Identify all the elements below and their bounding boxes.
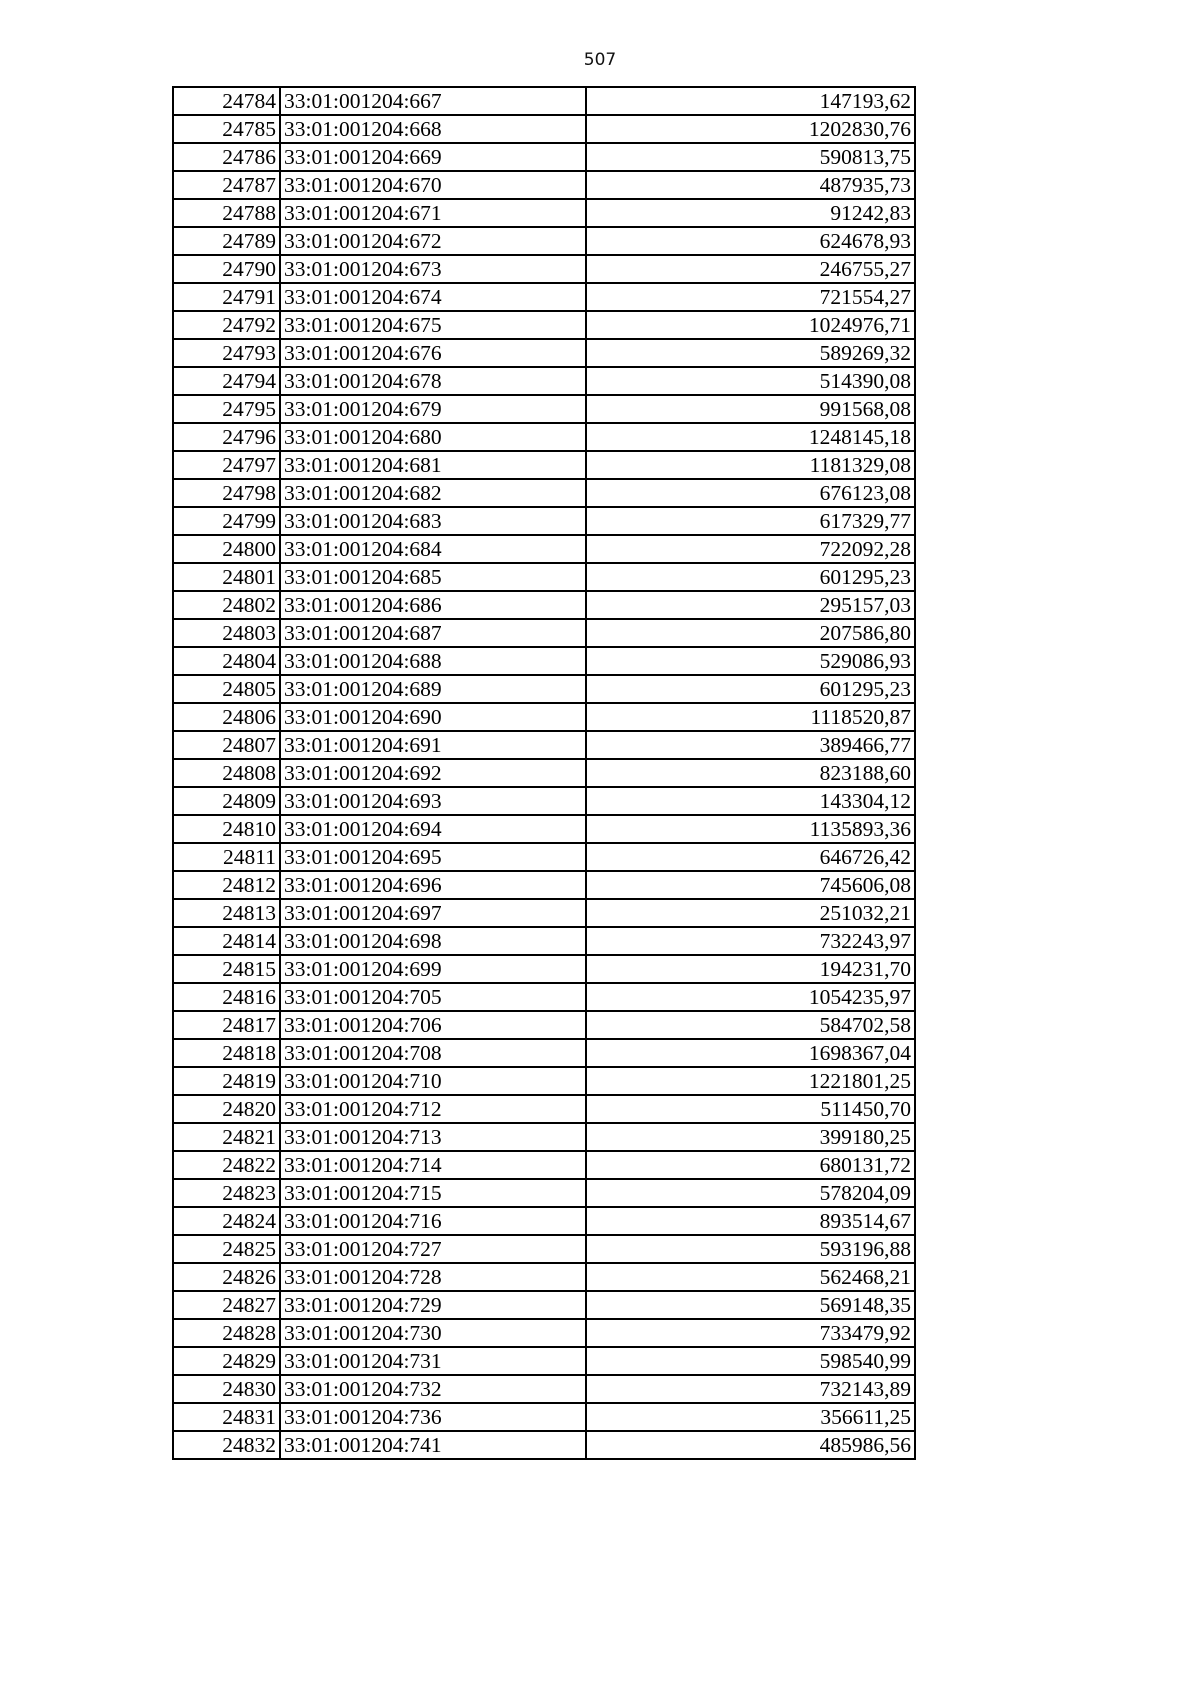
cadastral-value-cell: 578204,09 xyxy=(586,1179,915,1207)
cadastral-number-cell: 33:01:001204:681 xyxy=(280,451,586,479)
cadastral-number-cell: 33:01:001204:731 xyxy=(280,1347,586,1375)
table-row xyxy=(173,759,915,787)
cadastral-value-cell: 646726,42 xyxy=(586,843,915,871)
row-number-cell: 24804 xyxy=(173,647,280,675)
table-row xyxy=(173,535,915,563)
table-row xyxy=(173,1207,915,1235)
table-row xyxy=(173,843,915,871)
table-row xyxy=(173,899,915,927)
cadastral-value-cell: 1248145,18 xyxy=(586,423,915,451)
row-number-cell: 24805 xyxy=(173,675,280,703)
table-row xyxy=(173,1039,915,1067)
cadastral-value-cell: 589269,32 xyxy=(586,339,915,367)
cadastral-number-cell: 33:01:001204:668 xyxy=(280,115,586,143)
table-row xyxy=(173,1067,915,1095)
table-row xyxy=(173,507,915,535)
table-row xyxy=(173,815,915,843)
row-number-cell: 24810 xyxy=(173,815,280,843)
cadastral-value-cell: 1181329,08 xyxy=(586,451,915,479)
row-number-cell: 24811 xyxy=(173,843,280,871)
cadastral-value-cell: 485986,56 xyxy=(586,1431,915,1459)
row-number-cell: 24809 xyxy=(173,787,280,815)
cadastral-number-cell: 33:01:001204:729 xyxy=(280,1291,586,1319)
cadastral-number-cell: 33:01:001204:689 xyxy=(280,675,586,703)
table-row xyxy=(173,731,915,759)
cadastral-number-cell: 33:01:001204:732 xyxy=(280,1375,586,1403)
cadastral-value-cell: 593196,88 xyxy=(586,1235,915,1263)
row-number-cell: 24803 xyxy=(173,619,280,647)
table-row xyxy=(173,227,915,255)
row-number-cell: 24797 xyxy=(173,451,280,479)
cadastral-number-cell: 33:01:001204:670 xyxy=(280,171,586,199)
row-number-cell: 24784 xyxy=(173,87,280,115)
cadastral-number-cell: 33:01:001204:727 xyxy=(280,1235,586,1263)
cadastral-number-cell: 33:01:001204:708 xyxy=(280,1039,586,1067)
table-row xyxy=(173,1375,915,1403)
table-row xyxy=(173,171,915,199)
cadastral-number-cell: 33:01:001204:687 xyxy=(280,619,586,647)
cadastral-value-cell: 823188,60 xyxy=(586,759,915,787)
row-number-cell: 24806 xyxy=(173,703,280,731)
cadastral-value-cell: 680131,72 xyxy=(586,1151,915,1179)
cadastral-number-cell: 33:01:001204:684 xyxy=(280,535,586,563)
cadastral-value-cell: 487935,73 xyxy=(586,171,915,199)
table-row xyxy=(173,1011,915,1039)
cadastral-number-cell: 33:01:001204:728 xyxy=(280,1263,586,1291)
table-row xyxy=(173,563,915,591)
cadastral-value-cell: 1698367,04 xyxy=(586,1039,915,1067)
table-row xyxy=(173,1347,915,1375)
row-number-cell: 24794 xyxy=(173,367,280,395)
table-row xyxy=(173,87,915,115)
table-row xyxy=(173,1431,915,1459)
row-number-cell: 24802 xyxy=(173,591,280,619)
cadastral-number-cell: 33:01:001204:692 xyxy=(280,759,586,787)
row-number-cell: 24814 xyxy=(173,927,280,955)
cadastral-number-cell: 33:01:001204:694 xyxy=(280,815,586,843)
cadastral-number-cell: 33:01:001204:688 xyxy=(280,647,586,675)
row-number-cell: 24825 xyxy=(173,1235,280,1263)
cadastral-number-cell: 33:01:001204:699 xyxy=(280,955,586,983)
cadastral-value-cell: 251032,21 xyxy=(586,899,915,927)
cadastral-number-cell: 33:01:001204:716 xyxy=(280,1207,586,1235)
table-row xyxy=(173,479,915,507)
row-number-cell: 24824 xyxy=(173,1207,280,1235)
cadastral-value-cell: 147193,62 xyxy=(586,87,915,115)
row-number-cell: 24799 xyxy=(173,507,280,535)
row-number-cell: 24808 xyxy=(173,759,280,787)
row-number-cell: 24816 xyxy=(173,983,280,1011)
table-row xyxy=(173,647,915,675)
row-number-cell: 24822 xyxy=(173,1151,280,1179)
cadastral-value-cell: 721554,27 xyxy=(586,283,915,311)
cadastral-number-cell: 33:01:001204:691 xyxy=(280,731,586,759)
row-number-cell: 24800 xyxy=(173,535,280,563)
cadastral-value-cell: 584702,58 xyxy=(586,1011,915,1039)
table-row xyxy=(173,1151,915,1179)
table-row xyxy=(173,871,915,899)
cadastral-value-cell: 1221801,25 xyxy=(586,1067,915,1095)
cadastral-number-cell: 33:01:001204:714 xyxy=(280,1151,586,1179)
cadastral-value-cell: 194231,70 xyxy=(586,955,915,983)
table-row xyxy=(173,451,915,479)
table-row xyxy=(173,423,915,451)
row-number-cell: 24787 xyxy=(173,171,280,199)
cadastral-number-cell: 33:01:001204:682 xyxy=(280,479,586,507)
cadastral-value-cell: 601295,23 xyxy=(586,675,915,703)
row-number-cell: 24790 xyxy=(173,255,280,283)
cadastral-number-cell: 33:01:001204:690 xyxy=(280,703,586,731)
table-row xyxy=(173,619,915,647)
cadastral-number-cell: 33:01:001204:683 xyxy=(280,507,586,535)
row-number-cell: 24813 xyxy=(173,899,280,927)
cadastral-number-cell: 33:01:001204:672 xyxy=(280,227,586,255)
cadastral-value-cell: 569148,35 xyxy=(586,1291,915,1319)
cadastral-value-cell: 1135893,36 xyxy=(586,815,915,843)
row-number-cell: 24828 xyxy=(173,1319,280,1347)
cadastral-number-cell: 33:01:001204:697 xyxy=(280,899,586,927)
cadastral-value-cell: 733479,92 xyxy=(586,1319,915,1347)
cadastral-number-cell: 33:01:001204:712 xyxy=(280,1095,586,1123)
page-number: 507 xyxy=(583,50,617,70)
cadastral-value-cell: 91242,83 xyxy=(586,199,915,227)
row-number-cell: 24820 xyxy=(173,1095,280,1123)
cadastral-number-cell: 33:01:001204:686 xyxy=(280,591,586,619)
row-number-cell: 24785 xyxy=(173,115,280,143)
table-row xyxy=(173,1123,915,1151)
table-body xyxy=(173,87,915,1459)
cadastral-number-cell: 33:01:001204:680 xyxy=(280,423,586,451)
cadastral-value-cell: 389466,77 xyxy=(586,731,915,759)
cadastral-number-cell: 33:01:001204:667 xyxy=(280,87,586,115)
row-number-cell: 24793 xyxy=(173,339,280,367)
cadastral-number-cell: 33:01:001204:695 xyxy=(280,843,586,871)
row-number-cell: 24819 xyxy=(173,1067,280,1095)
row-number-cell: 24789 xyxy=(173,227,280,255)
cadastral-value-cell: 246755,27 xyxy=(586,255,915,283)
cadastral-value-cell: 601295,23 xyxy=(586,563,915,591)
row-number-cell: 24829 xyxy=(173,1347,280,1375)
cadastral-value-table xyxy=(172,86,916,1460)
cadastral-number-cell: 33:01:001204:696 xyxy=(280,871,586,899)
table-row xyxy=(173,675,915,703)
cadastral-value-cell: 1118520,87 xyxy=(586,703,915,731)
cadastral-number-cell: 33:01:001204:736 xyxy=(280,1403,586,1431)
row-number-cell: 24831 xyxy=(173,1403,280,1431)
table-row xyxy=(173,395,915,423)
table-row xyxy=(173,1179,915,1207)
table-row xyxy=(173,143,915,171)
cadastral-number-cell: 33:01:001204:713 xyxy=(280,1123,586,1151)
cadastral-number-cell: 33:01:001204:675 xyxy=(280,311,586,339)
cadastral-number-cell: 33:01:001204:741 xyxy=(280,1431,586,1459)
cadastral-value-cell: 562468,21 xyxy=(586,1263,915,1291)
table-row xyxy=(173,703,915,731)
row-number-cell: 24827 xyxy=(173,1291,280,1319)
cadastral-number-cell: 33:01:001204:676 xyxy=(280,339,586,367)
cadastral-value-cell: 295157,03 xyxy=(586,591,915,619)
table-row xyxy=(173,983,915,1011)
row-number-cell: 24791 xyxy=(173,283,280,311)
row-number-cell: 24815 xyxy=(173,955,280,983)
cadastral-value-cell: 722092,28 xyxy=(586,535,915,563)
row-number-cell: 24817 xyxy=(173,1011,280,1039)
row-number-cell: 24792 xyxy=(173,311,280,339)
cadastral-number-cell: 33:01:001204:678 xyxy=(280,367,586,395)
cadastral-number-cell: 33:01:001204:710 xyxy=(280,1067,586,1095)
row-number-cell: 24786 xyxy=(173,143,280,171)
row-number-cell: 24807 xyxy=(173,731,280,759)
table-row xyxy=(173,955,915,983)
cadastral-value-cell: 1024976,71 xyxy=(586,311,915,339)
row-number-cell: 24818 xyxy=(173,1039,280,1067)
cadastral-value-cell: 207586,80 xyxy=(586,619,915,647)
cadastral-value-cell: 624678,93 xyxy=(586,227,915,255)
row-number-cell: 24832 xyxy=(173,1431,280,1459)
cadastral-number-cell: 33:01:001204:679 xyxy=(280,395,586,423)
cadastral-value-cell: 617329,77 xyxy=(586,507,915,535)
cadastral-value-cell: 745606,08 xyxy=(586,871,915,899)
cadastral-value-cell: 399180,25 xyxy=(586,1123,915,1151)
cadastral-value-cell: 1202830,76 xyxy=(586,115,915,143)
table-row xyxy=(173,1235,915,1263)
cadastral-number-cell: 33:01:001204:685 xyxy=(280,563,586,591)
cadastral-number-cell: 33:01:001204:673 xyxy=(280,255,586,283)
cadastral-value-cell: 732143,89 xyxy=(586,1375,915,1403)
cadastral-value-cell: 893514,67 xyxy=(586,1207,915,1235)
cadastral-value-cell: 598540,99 xyxy=(586,1347,915,1375)
cadastral-value-cell: 676123,08 xyxy=(586,479,915,507)
table-row xyxy=(173,591,915,619)
cadastral-number-cell: 33:01:001204:671 xyxy=(280,199,586,227)
table-row xyxy=(173,1095,915,1123)
row-number-cell: 24823 xyxy=(173,1179,280,1207)
table-row xyxy=(173,787,915,815)
cadastral-value-cell: 590813,75 xyxy=(586,143,915,171)
table-row xyxy=(173,199,915,227)
table-row xyxy=(173,283,915,311)
table-row xyxy=(173,255,915,283)
cadastral-number-cell: 33:01:001204:715 xyxy=(280,1179,586,1207)
table-row xyxy=(173,367,915,395)
cadastral-number-cell: 33:01:001204:698 xyxy=(280,927,586,955)
table-row xyxy=(173,1319,915,1347)
cadastral-value-cell: 529086,93 xyxy=(586,647,915,675)
cadastral-number-cell: 33:01:001204:693 xyxy=(280,787,586,815)
cadastral-value-cell: 732243,97 xyxy=(586,927,915,955)
cadastral-value-cell: 514390,08 xyxy=(586,367,915,395)
table-row xyxy=(173,311,915,339)
cadastral-number-cell: 33:01:001204:730 xyxy=(280,1319,586,1347)
table-row xyxy=(173,1263,915,1291)
cadastral-number-cell: 33:01:001204:674 xyxy=(280,283,586,311)
row-number-cell: 24826 xyxy=(173,1263,280,1291)
row-number-cell: 24821 xyxy=(173,1123,280,1151)
cadastral-value-cell: 511450,70 xyxy=(586,1095,915,1123)
cadastral-value-cell: 991568,08 xyxy=(586,395,915,423)
row-number-cell: 24795 xyxy=(173,395,280,423)
cadastral-value-cell: 356611,25 xyxy=(586,1403,915,1431)
row-number-cell: 24796 xyxy=(173,423,280,451)
row-number-cell: 24812 xyxy=(173,871,280,899)
table-row xyxy=(173,115,915,143)
cadastral-value-cell: 1054235,97 xyxy=(586,983,915,1011)
table-row xyxy=(173,1403,915,1431)
cadastral-number-cell: 33:01:001204:669 xyxy=(280,143,586,171)
table-row xyxy=(173,339,915,367)
table-row xyxy=(173,927,915,955)
row-number-cell: 24788 xyxy=(173,199,280,227)
row-number-cell: 24801 xyxy=(173,563,280,591)
row-number-cell: 24830 xyxy=(173,1375,280,1403)
table-row xyxy=(173,1291,915,1319)
cadastral-number-cell: 33:01:001204:706 xyxy=(280,1011,586,1039)
row-number-cell: 24798 xyxy=(173,479,280,507)
cadastral-number-cell: 33:01:001204:705 xyxy=(280,983,586,1011)
cadastral-value-cell: 143304,12 xyxy=(586,787,915,815)
